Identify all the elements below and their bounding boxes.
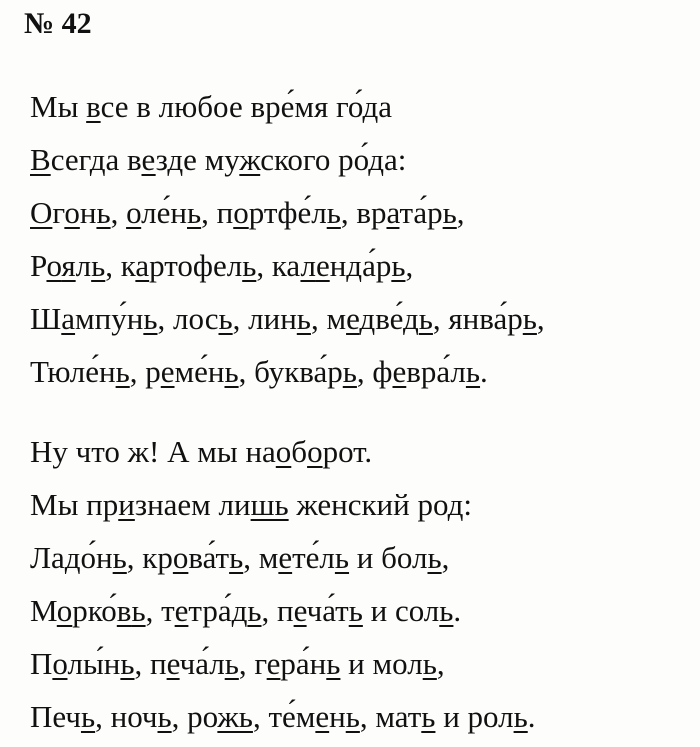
text-segment: рот.: [322, 434, 373, 469]
underlined-letter: ь: [218, 301, 233, 336]
text-segment: Ладо́н: [30, 540, 113, 575]
text-segment: ме́н: [174, 354, 225, 389]
text-segment: , лин: [232, 301, 297, 336]
underlined-letter: е: [160, 354, 175, 389]
text-segment: Мы: [30, 89, 87, 124]
text-segment: и бол: [349, 540, 428, 575]
poem-line: [30, 478, 690, 531]
underlined-letter: ь: [296, 301, 311, 336]
underlined-letter: ь: [442, 195, 457, 230]
text-segment: и сол: [362, 593, 440, 628]
text-segment: , кр: [126, 540, 173, 575]
text-segment: , те́м: [252, 699, 316, 734]
underlined-letter: и: [118, 487, 135, 522]
underlined-letter: е: [315, 699, 330, 734]
text-segment: , янва́р: [432, 301, 523, 336]
text-segment: Р: [30, 248, 47, 283]
text-segment: П: [30, 646, 53, 681]
underlined-letter: е: [392, 354, 407, 389]
text-segment: и мол: [340, 646, 423, 681]
text-segment: , ф: [356, 354, 393, 389]
text-segment: и рол: [435, 699, 514, 734]
exercise-number: № 42: [24, 7, 92, 40]
poem-line: [30, 345, 690, 398]
text-segment: зде му: [155, 142, 240, 177]
underlined-letter: о: [233, 195, 249, 230]
underlined-letter: а: [135, 248, 150, 283]
text-segment: :: [463, 487, 472, 522]
text-segment: две́д: [359, 301, 419, 336]
underlined-letter: жь: [217, 699, 253, 734]
text-segment: вра́л: [406, 354, 466, 389]
poem-line: [30, 133, 690, 186]
underlined-letter: е: [346, 301, 360, 336]
underlined-letter: д: [447, 487, 464, 522]
text-segment: знаем ли: [134, 487, 251, 522]
underlined-letter: шь: [250, 487, 289, 522]
text-segment: , ноч: [95, 699, 158, 734]
underlined-letter: ь: [229, 540, 244, 575]
text-segment: ,: [456, 195, 465, 230]
underlined-letter: ь: [91, 248, 106, 283]
underlined-letter: е: [174, 593, 189, 628]
poem-line: [30, 239, 690, 292]
underlined-letter: ь: [120, 646, 135, 681]
underlined-letter: ж: [239, 142, 261, 177]
text-segment: .: [453, 593, 462, 628]
underlined-letter: ь: [326, 195, 341, 230]
text-segment: лы́н: [67, 646, 121, 681]
text-segment: ,: [110, 195, 127, 230]
underlined-letter: е: [293, 593, 307, 628]
text-segment: мпу́н: [75, 301, 144, 336]
underlined-letter: ь: [131, 593, 146, 628]
underlined-letter: я: [61, 248, 76, 283]
underlined-letter: о: [52, 646, 68, 681]
underlined-letter: ь: [157, 699, 172, 734]
underlined-letter: е: [266, 646, 281, 681]
poem-line: [30, 531, 690, 584]
poem-stanza-feminine: [30, 425, 690, 743]
underlined-letter: ь: [422, 646, 437, 681]
text-segment: ,: [441, 540, 450, 575]
underlined-letter: ь: [465, 354, 481, 389]
underlined-letter: о: [275, 434, 292, 469]
underlined-letter: ь: [421, 699, 436, 734]
text-segment: , ка: [256, 248, 301, 283]
text-segment: женский ро: [288, 487, 448, 522]
text-segment: , мат: [359, 699, 422, 734]
underlined-letter: е: [315, 248, 330, 283]
text-segment: нда́р: [329, 248, 392, 283]
underlined-letter: ь: [342, 354, 357, 389]
text-segment: Ш: [30, 301, 62, 336]
underlined-letter: е: [278, 540, 293, 575]
underlined-letter: ь: [345, 699, 360, 734]
underlined-letter: о: [46, 248, 62, 283]
text-segment: ртфе́л: [248, 195, 327, 230]
text-segment: ртофел: [149, 248, 243, 283]
text-segment: ва́т: [188, 540, 230, 575]
underlined-letter: д: [231, 593, 248, 628]
text-segment: н: [329, 699, 346, 734]
text-segment: Печ: [30, 699, 81, 734]
underlined-letter: ь: [439, 593, 454, 628]
text-segment: , г: [238, 646, 267, 681]
poem-line: [30, 80, 690, 133]
text-segment: ра́н: [280, 646, 327, 681]
underlined-letter: е: [141, 142, 156, 177]
text-segment: Мы пр: [30, 487, 119, 522]
underlined-letter: ь: [224, 646, 239, 681]
underlined-letter: в: [116, 593, 132, 628]
text-segment: г: [52, 195, 65, 230]
underlined-letter: в: [86, 89, 101, 124]
text-segment: л: [75, 248, 92, 283]
poem-line: [30, 292, 690, 345]
underlined-letter: о: [172, 540, 189, 575]
text-segment: Ну что ж! А мы на: [30, 434, 276, 469]
text-segment: , м: [310, 301, 347, 336]
text-segment: .: [527, 699, 536, 734]
underlined-letter: о: [56, 593, 73, 628]
underlined-letter: ь: [391, 248, 406, 283]
poem-line: [30, 186, 690, 239]
text-segment: ча́л: [179, 646, 225, 681]
text-segment: , п: [134, 646, 167, 681]
poem-line: [30, 637, 690, 690]
underlined-letter: а: [386, 195, 400, 230]
underlined-letter: о: [126, 195, 142, 230]
text-segment: , т: [145, 593, 175, 628]
underlined-letter: ь: [522, 301, 537, 336]
underlined-letter: е: [166, 646, 180, 681]
text-segment: ,: [536, 301, 545, 336]
underlined-letter: ь: [348, 593, 363, 628]
text-segment: б: [291, 434, 308, 469]
text-segment: , м: [243, 540, 279, 575]
underlined-letter: ь: [187, 195, 202, 230]
text-segment: М: [30, 593, 57, 628]
underlined-letter: ь: [80, 699, 96, 734]
text-segment: , лос: [157, 301, 219, 336]
text-segment: ,: [405, 248, 414, 283]
text-segment: , п: [201, 195, 234, 230]
text-segment: , п: [261, 593, 294, 628]
text-segment: , буква́р: [238, 354, 343, 389]
underlined-letter: л: [300, 248, 316, 283]
underlined-letter: а: [61, 301, 76, 336]
underlined-letter: ь: [427, 540, 442, 575]
underlined-letter: ь: [242, 248, 257, 283]
poem-line: [30, 690, 690, 743]
poem-stanza-masculine: [30, 80, 690, 398]
underlined-letter: ь: [224, 354, 239, 389]
underlined-letter: ь: [115, 354, 130, 389]
text-segment: ского ро́да:: [260, 142, 407, 177]
underlined-letter: ь: [334, 540, 350, 575]
text-segment: се в любое вре́мя го́да: [100, 89, 393, 124]
text-segment: сегда в: [50, 142, 142, 177]
text-segment: тра́: [188, 593, 232, 628]
poem-line: [30, 584, 690, 637]
poem-line: [30, 425, 690, 478]
underlined-letter: ь: [96, 195, 111, 230]
underlined-letter: ь: [513, 699, 528, 734]
underlined-letter: о: [307, 434, 323, 469]
text-segment: , ро: [171, 699, 218, 734]
text-segment: Тюле́н: [30, 354, 116, 389]
text-segment: н: [79, 195, 97, 230]
text-segment: те́л: [292, 540, 335, 575]
text-segment: ,: [436, 646, 445, 681]
underlined-letter: ь: [326, 646, 341, 681]
text-segment: , к: [105, 248, 136, 283]
underlined-letter: о: [64, 195, 80, 230]
text-segment: рко́: [72, 593, 117, 628]
underlined-letter: ь: [112, 540, 127, 575]
text-segment: ча́т: [306, 593, 349, 628]
text-segment: ле́н: [141, 195, 187, 230]
underlined-letter: ь: [143, 301, 158, 336]
underlined-letter: В: [30, 142, 51, 177]
text-segment: , р: [129, 354, 161, 389]
underlined-letter: ь: [247, 593, 262, 628]
text-segment: та́р: [399, 195, 443, 230]
underlined-letter: О: [30, 195, 53, 230]
underlined-letter: ь: [418, 301, 433, 336]
text-segment: , вр: [340, 195, 387, 230]
text-segment: .: [480, 354, 488, 389]
